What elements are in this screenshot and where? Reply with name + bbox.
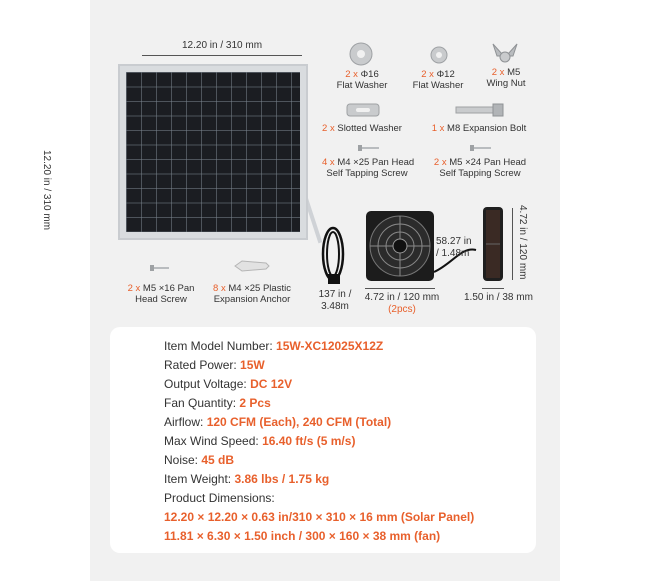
accessory-name: Φ16 [360,69,379,80]
spec-value: 3.86 lbs / 1.75 kg [234,472,330,486]
pan-head-screw-m4-icon [358,144,380,152]
accessory-name-line2: Wing Nut [486,78,526,89]
accessory-plastic-anchor [204,283,300,305]
wing-nut-icon [491,42,519,64]
spec-output-voltage [164,377,292,392]
fan-cable-in: 58.27 in [436,236,472,247]
spec-label: Item Model Number: [164,339,273,353]
accessory-m5-pan-screw [118,283,204,305]
spec-dimension-fan [164,529,440,544]
spec-value: 11.81 × 6.30 × 1.50 inch / 300 × 160 × 38 mm (fan) [164,529,441,543]
accessory-name-line2: Flat Washer [412,80,464,91]
fan-depth-dimension: 1.50 in / 38 mm [464,292,533,303]
accessory-name: M4 ×25 Plastic [228,283,291,294]
spec-model-number [164,339,383,354]
spec-label: Product Dimensions: [164,491,275,505]
fan-quantity-note: (2pcs) [388,304,416,315]
solar-cells [126,72,300,232]
solar-panel-image [118,64,308,240]
accessory-name: M5 ×16 Pan [142,283,195,294]
spec-value: 2 Pcs [239,396,271,410]
panel-height-dimension: 12.20 in / 310 mm [41,150,52,231]
spec-value: 15W-XC12025X12Z [276,339,384,353]
spec-rated-power [164,358,265,373]
accessory-qty: 2 x [491,67,505,78]
spec-label: Rated Power: [164,358,237,372]
accessory-expansion-bolt [424,123,534,134]
fan-height-line [512,208,513,280]
spec-label: Fan Quantity: [164,396,237,410]
fan-front-image [365,210,435,282]
spec-item-weight [164,472,329,487]
cable-length-m: 3.48m [321,301,349,312]
accessory-name-line2: Expansion Anchor [213,294,291,305]
spec-label: Airflow: [164,415,204,429]
fan-depth-line [482,288,504,289]
accessory-qty: 2 x [433,157,447,168]
accessory-flat-washer-12 [408,69,468,91]
accessory-m5-screw [428,157,532,179]
accessory-qty: 2 x [421,69,434,80]
accessory-m4-screw [322,157,415,179]
accessory-slotted-washer [322,123,402,134]
accessory-wing-nut [478,67,534,89]
accessory-qty: 2 x [322,123,335,134]
cable-length-in: 137 in / [318,289,352,300]
spec-airflow [164,415,391,430]
spec-value: 45 dB [201,453,235,467]
panel-width-dimension: 12.20 in / 310 mm [182,40,263,51]
accessory-flat-washer-16 [334,69,390,91]
cable-coil-icon [316,222,350,286]
spec-value: DC 12V [250,377,293,391]
spec-value: 15W [240,358,265,372]
fan-side-image [482,206,504,282]
flat-washer-16-icon [349,42,373,66]
pan-screw-m5-16-icon [150,264,170,272]
flat-washer-12-icon [430,46,448,64]
fan-width-line [365,288,435,289]
panel-width-line [142,55,302,56]
accessory-name-line2: Self Tapping Screw [439,168,521,179]
spec-wind-speed [164,434,355,449]
fan-width-dimension [354,292,450,316]
spec-noise [164,453,234,468]
accessory-name: Slotted Washer [337,123,402,134]
accessory-name: M5 [507,67,521,78]
accessory-name: M5 ×24 Pan Head [449,157,527,168]
accessory-name-line2: Flat Washer [336,80,388,91]
accessory-qty: 2 x [345,69,358,80]
accessory-qty: 8 x [213,283,226,294]
spec-value: 12.20 × 12.20 × 0.63 in/310 × 310 × 16 mm (Solar Panel) [164,510,475,524]
spec-label: Noise: [164,453,199,467]
spec-fan-quantity [164,396,271,411]
accessory-name: M8 Expansion Bolt [447,123,527,134]
plastic-anchor-icon [234,260,270,272]
expansion-bolt-icon [455,103,505,117]
accessory-name: M4 ×25 Pan Head [337,157,415,168]
spec-value: 16.40 ft/s (5 m/s) [262,434,356,448]
spec-label: Item Weight: [164,472,232,486]
pan-head-screw-m5-icon [470,144,492,152]
spec-label: Max Wind Speed: [164,434,259,448]
spec-label: Output Voltage: [164,377,247,391]
fan-height-dimension: 4.72 in / 120 mm [517,205,528,280]
slotted-washer-icon [346,103,380,117]
spec-value: 120 CFM (Each), 240 CFM (Total) [206,415,392,429]
accessory-qty: 1 x [431,123,445,134]
spec-product-dimensions [164,491,275,506]
accessory-qty: 4 x [322,157,335,168]
accessory-name: Φ12 [436,69,455,80]
cable-length-dimension [315,289,355,313]
accessory-name-line2: Head Screw [135,294,187,305]
accessory-name-line2: Self Tapping Screw [326,168,408,179]
accessory-qty: 2 x [127,283,141,294]
spec-dimension-panel [164,510,474,525]
fan-cable-dimension [436,236,472,260]
fan-width-value: 4.72 in / 120 mm [364,292,440,303]
fan-cable-m: / 1.48m [436,248,470,259]
